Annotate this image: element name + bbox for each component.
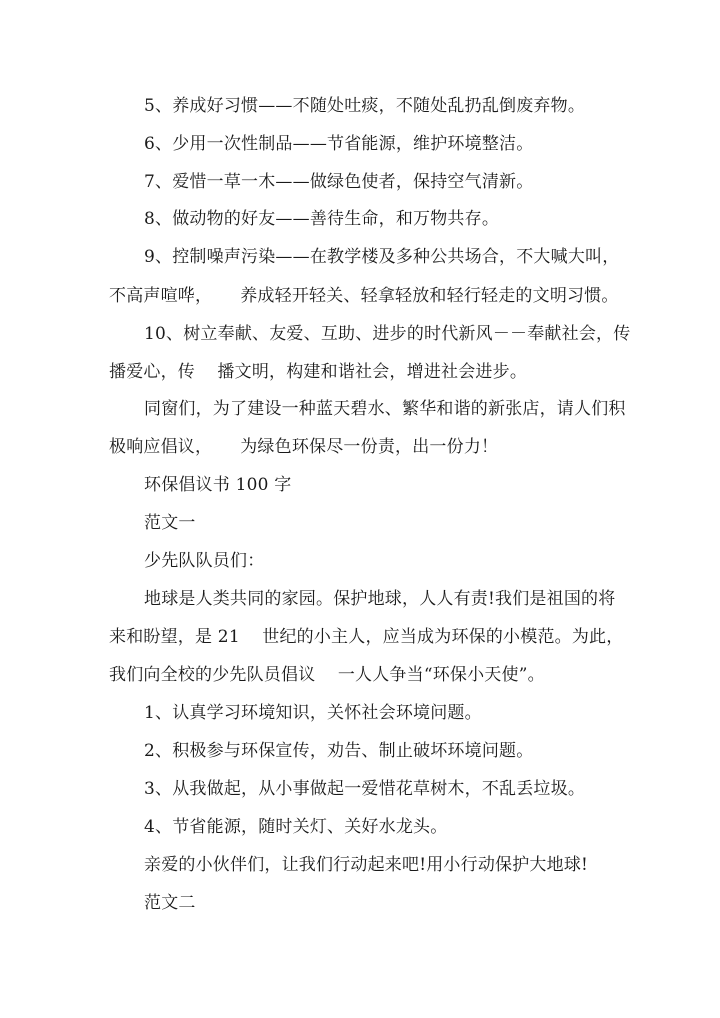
text-line: 5、养成好习惯——不随处吐痰，不随处乱扔乱倒废弃物。	[144, 96, 586, 116]
section-heading: 环保倡议书 100 字	[144, 475, 292, 495]
text-line: 我们向全校的少先队员倡议 一人人争当“环保小天使”。	[109, 665, 545, 685]
text-line: 同窗们，为了建设一种蓝天碧水、繁华和谐的新张店，请人们积	[144, 399, 626, 419]
text-line: 8、做动物的好友——善待生命，和万物共存。	[144, 209, 500, 229]
text-line: 2、积极参与环保宣传，劝告、制止破坏环境问题。	[144, 741, 534, 761]
text-line: 亲爱的小伙伴们，让我们行动起来吧!用小行动保护大地球!	[144, 855, 589, 875]
text-line: 极响应倡议， 为绿色环保尽一份责，出一份力！	[109, 437, 499, 457]
text-line: 9、控制噪声污染——在教学楼及多种公共场合，不大喊大叫，	[144, 247, 620, 267]
text-line: 6、少用一次性制品——节省能源，维护环境整洁。	[144, 134, 534, 154]
text-line: 来和盼望，是 21 世纪的小主人，应当成为环保的小模范。为此，	[109, 627, 624, 647]
text-line: 3、从我做起，从小事做起一爱惜花草树木，不乱丢垃圾。	[144, 779, 586, 799]
text-line: 4、节省能源，随时关灯、关好水龙头。	[144, 817, 448, 837]
text-line: 地球是人类共同的家园。保护地球，人人有责!我们是祖国的将	[144, 589, 616, 609]
text-line: 播爱心，传 播文明，构建和谐社会，增进社会进步。	[109, 362, 528, 382]
section-heading: 范文一	[144, 513, 196, 533]
salutation: 少先队队员们：	[144, 551, 265, 571]
text-line: 7、爱惜一草一木——做绿色使者，保持空气清新。	[144, 172, 534, 192]
section-heading: 范文二	[144, 893, 196, 913]
text-line: 10、树立奉献、友爱、互助、进步的时代新风－－奉献社会，传	[144, 324, 631, 344]
text-line: 不高声喧哗， 养成轻开轻关、轻拿轻放和轻行轻走的文明习惯。	[109, 286, 619, 306]
text-line: 1、认真学习环境知识，关怀社会环境问题。	[144, 703, 482, 723]
